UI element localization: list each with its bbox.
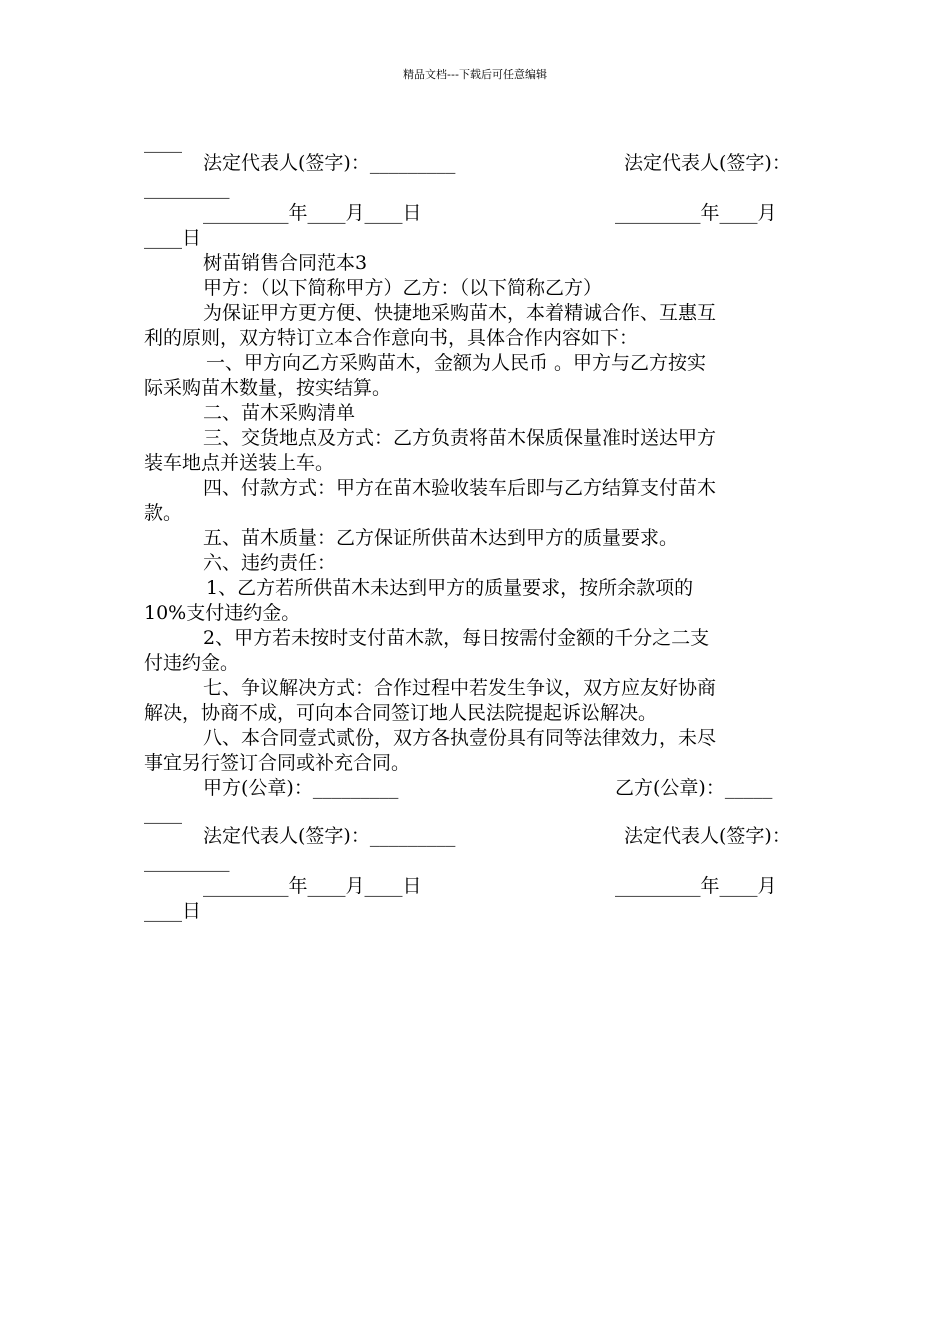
parties-line: 甲方：（以下简称甲方）乙方：（以下简称乙方） [203, 277, 603, 299]
clause-7-line-1: 七、争议解决方式：合作过程中若发生争议，双方应友好协商 [203, 677, 717, 699]
party-b-date: _________年____月 [615, 202, 777, 224]
clause-6a-line-2: 10%支付违约金。 [144, 602, 301, 624]
clause-1-line-1: 一、甲方向乙方采购苗木，金额为人民币 。甲方与乙方按实 [206, 352, 707, 374]
clause-6b-line-1: 2、甲方若未按时支付苗木款，每日按需付金额的千分之二支 [203, 627, 710, 649]
top-rule: ____ [144, 131, 182, 153]
party-a-date-2: _________年____月____日 [203, 875, 422, 897]
party-a-rep-signature: 法定代表人(签字)：_________ [203, 152, 456, 174]
seal-rule: ____ [144, 802, 182, 824]
clause-1-line-2: 际采购苗木数量，按实结算。 [144, 377, 392, 399]
signature-row-1 [203, 151, 824, 175]
party-a-seal: 甲方(公章)：_________ [203, 777, 399, 799]
clause-6a-line-1: 1、乙方若所供苗木未达到甲方的质量要求，按所余款项的 [206, 577, 694, 599]
clause-5: 五、苗木质量：乙方保证所供苗木达到甲方的质量要求。 [203, 527, 679, 549]
intro-line-2: 利的原则，双方特订立本合作意向书，具体合作内容如下： [144, 327, 639, 349]
contract-title: 树苗销售合同范本3 [203, 252, 368, 274]
clause-4-line-2: 款。 [144, 502, 183, 524]
signature-rule-1: _________ [144, 177, 230, 199]
clause-4-line-1: 四、付款方式：甲方在苗木验收装车后即与乙方结算支付苗木 [203, 477, 717, 499]
party-b-rep-signature-2: 法定代表人(签字)： [624, 825, 791, 847]
party-b-rep-signature: 法定代表人(签字)： [624, 152, 791, 174]
clause-8-line-1: 八、本合同壹式贰份，双方各执壹份具有同等法律效力，未尽 [203, 727, 717, 749]
page-header: 精品文档---下载后可任意编辑 [403, 68, 547, 81]
party-a-date: _________年____月____日 [203, 202, 422, 224]
date-day-1: ____日 [144, 227, 202, 249]
clause-6: 六、违约责任： [203, 552, 337, 574]
party-b-seal: 乙方(公章)：_____ [615, 777, 773, 799]
clause-3-line-1: 三、交货地点及方式：乙方负责将苗木保质保量准时送达甲方 [203, 427, 717, 449]
clause-6b-line-2: 付违约金。 [144, 652, 240, 674]
clause-8-line-2: 事宜另行签订合同或补充合同。 [144, 752, 411, 774]
party-a-rep-signature-2: 法定代表人(签字)：_________ [203, 825, 456, 847]
signature-row-2 [203, 824, 824, 848]
date-day-2: ____日 [144, 900, 202, 922]
seal-row [203, 776, 824, 800]
date-row-1 [203, 201, 824, 225]
signature-rule-2: _________ [144, 850, 230, 872]
clause-2: 二、苗木采购清单 [203, 402, 356, 424]
intro-line-1: 为保证甲方更方便、快捷地采购苗木，本着精诚合作、互惠互 [203, 302, 717, 324]
clause-3-line-2: 装车地点并送装上车。 [144, 452, 335, 474]
clause-7-line-2: 解决，协商不成，可向本合同签订地人民法院提起诉讼解决。 [144, 702, 658, 724]
date-row-2 [203, 874, 824, 898]
party-b-date-2: _________年____月 [615, 875, 777, 897]
